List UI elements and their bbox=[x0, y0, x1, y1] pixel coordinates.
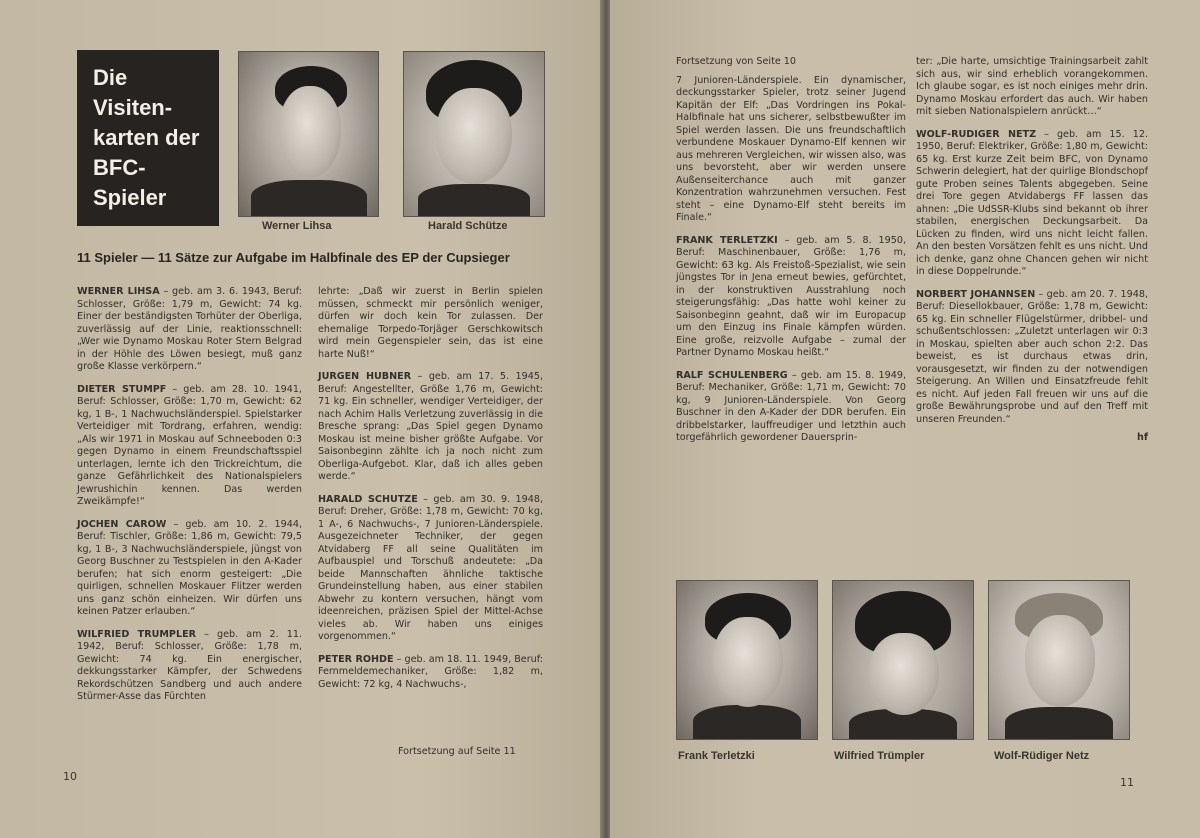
continuation-note: Fortsetzung auf Seite 11 bbox=[398, 746, 516, 757]
player-entry-hubner: JURGEN HUBNER – geb. am 17. 5. 1945, Beruf: Angestellter, Größe 1,76 m, Gewicht: 71 kg. Ein schneller, wendiger Verteidiger, der nach Achim Halls Verletzung zuverlässig in die Bresche sprang: „Das Spiel gegen Dynamo Moskau ist meine bisher größte Aufgabe. Vor Saisonbeginn zählte ich ja noch nicht zum Oberliga-Aufgebot. Klar, daß ich alles geben werde.“ bbox=[318, 371, 543, 482]
page-number-right: 11 bbox=[1120, 776, 1134, 789]
player-entry-netz: WOLF-RUDIGER NETZ – geb. am 15. 12. 1950, Beruf: Elektriker, Größe: 1,80 m, Gewicht: 65 kg. Erst kurze Zeit beim BFC, von Dynamo Schwerin delegiert, hat der quirlige Blondschopf gute Proben seines Talents abgegeben. Seine drei Tore gegen Atvidabergs FF lassen das ahnen: „Die UdSSR-Klubs sind bekannt ob ihrer stabilen, energischen Deckungsarbeit. Da Lücken zu finden, wird uns nicht leicht fallen. An den besten Vorsätzen fehlt es uns nicht. Und ich denke, ganz ohne Chancen gehen wir nicht in diese Doppelrunde.“ bbox=[916, 128, 1148, 277]
photo-wilfried-truempler bbox=[832, 580, 974, 740]
left-page-column-1 bbox=[77, 286, 302, 714]
right-page-column-1 bbox=[676, 56, 906, 455]
player-entry-lihsa: WERNER LIHSA – geb. am 3. 6. 1943, Beruf: Schlosser, Größe: 1,79 m, Gewicht: 74 kg. Einer der beständigsten Torhüter der Oberliga, zuverlässig auf der Linie, reaktionsschnell: „Wer wie Dynamo Moskau Roter Stern Belgrad in der Höhle des Löwen besiegt, muß ganz große Klasse verkörpern.“ bbox=[77, 286, 302, 372]
photo-caption-werner-lihsa: Werner Lihsa bbox=[262, 220, 332, 232]
title-line-1: Die Visiten- bbox=[93, 65, 173, 120]
right-page bbox=[610, 0, 1200, 838]
title-box bbox=[77, 50, 219, 226]
title-line-2: karten der bbox=[93, 125, 200, 150]
photo-caption-wolf-ruediger-netz: Wolf-Rüdiger Netz bbox=[994, 750, 1090, 762]
photo-frank-terletzki bbox=[676, 580, 818, 740]
photo-caption-wilfried-truempler: Wilfried Trümpler bbox=[834, 750, 925, 762]
right-page-column-2 bbox=[916, 56, 1148, 445]
player-entry-johannsen: NORBERT JOHANNSEN – geb. am 20. 7. 1948, Beruf: Diesellokbauer, Größe: 1,78 m, Gewicht: 65 kg. Ein schneller Flügelstürmer, dribbel- und schußentschlossen: „Zuletzt unterlagen wir 0:3 in Moskau, spielten aber auch schon 2:2. Das beweist, es ist durchaus etwas drin, vorausgesetzt, wir finden zu der notwendigen Steigerung. An Willen und Einsatzfreude fehlt es nicht. Auf jeden Fall freuen wir uns auf die große Bewährungsprobe und auf den Treff mit unseren Freunden.“ bbox=[916, 288, 1148, 425]
text-continuation-rohde: 7 Junioren-Länderspiele. Ein dynamischer, deckungsstarker Spieler, trotz seiner Jugend Kapitän der Elf: „Das Vordringen ins Pokal-Halbfinale hat uns sicherer, selbstbewußter im Spiel werden lassen. Die uns freundschaftlich verbundene Moskauer Dynamo-Elf kennen wir aus mehreren Vergleichen, wir wissen also, was uns bevorsteht, aber wir werden unsere Außenseiterchance auch mit ganzer Konzentration wahrzunehmen versuchen. Fest steht – eine Dynamo-Elf steht bereits im Finale.“ bbox=[676, 74, 906, 223]
photo-werner-lihsa bbox=[238, 51, 379, 217]
player-entry-carow: JOCHEN CAROW – geb. am 10. 2. 1944, Beruf: Tischler, Größe: 1,86 m, Gewicht: 79,5 kg, 1 B-, 3 Nachwuchsländerspiele, jüngst von Georg Buschner zu Testspielen in den A-Kader berufen; hat sich enorm gesteigert: „Die quirligen, schnellen Moskauer Flitzer werden uns ganz schön einheizen. Wir dürfen uns keinen Patzer erlauben.“ bbox=[77, 518, 303, 617]
text-continuation-schulenberg: ter: „Die harte, umsichtige Trainingsarbeit zahlt sich aus, wir sind erheblich vorangekommen. Ich glaube sogar, es ist noch einiges mehr drin. Dynamo Moskau erfordert das auch. Wir haben mit sieben Nationalspielern anrückt…“ bbox=[916, 56, 1148, 117]
photo-caption-frank-terletzki: Frank Terletzki bbox=[678, 750, 755, 762]
continued-from-note: Fortsetzung von Seite 10 bbox=[676, 56, 797, 67]
player-entry-terletzki: FRANK TERLETZKI – geb. am 5. 8. 1950, Beruf: Maschinenbauer, Größe: 1,76 m, Gewicht: 63 kg. Als Freistoß-Spezialist, wie sein jüngstes Tor in Jena erneut bewies, gefürchtet, in der konstruktiven Ausstrahlung noch steigerungsfähig: „Das hatte wohl keiner zu Saisonbeginn geahnt, daß wir im Europacup um den Einzug ins Finale kämpfen würden. Eine große, reizvolle Aufgabe – zumal der Partner Dynamo Moskau heißt.“ bbox=[676, 234, 906, 358]
text-continuation-trumpler: lehrte: „Daß wir zuerst in Berlin spielen müssen, schmeckt mir persönlich weniger, dürfen wir doch kein Tor zulassen. Der ehemalige Torpedo-Torjäger Gerschkowitsch wird mein Gegenspieler sein, das ist eine harte Nuß!“ bbox=[318, 286, 543, 360]
player-entry-rohde: PETER ROHDE – geb. am 18. 11. 1949, Beruf: Fernmeldemechaniker, Größe: 1,82 m, Gewicht: 72 kg, 4 Nachwuchs-, bbox=[318, 653, 543, 690]
player-entry-schulenberg: RALF SCHULENBERG – geb. am 15. 8. 1949, Beruf: Mechaniker, Größe: 1,71 m, Gewicht: 70 kg, 9 Junioren-Länderspiele. Von Georg Buschner in den A-Kader der DDR berufen. Ein dribbelstarker, lauffreudiger und letzthin auch torgefährlich gewordener Dauersprin- bbox=[676, 369, 906, 443]
player-entry-stumpf: DIETER STUMPF – geb. am 28. 10. 1941, Beruf: Schlosser, Größe: 1,70 m, Gewicht: 62 kg, 1 B-, 1 Nachwuchsländerspiel. Spielstarker Verteidiger mit Tordrang, erfahren, wendig: „Als wir 1971 in Moskau auf Schneeboden 0:3 gegen Dynamo in einem Freundschaftsspiel unterlagen, lernte ich den Trickreichtum, die ganze Gefährlichkeit des Nationalspielers Jewrushichin kennen. Das werden Zweikämpfe!“ bbox=[77, 383, 302, 507]
photo-wolf-ruediger-netz bbox=[988, 580, 1130, 740]
player-entry-schutze: HARALD SCHUTZE – geb. am 30. 9. 1948, Beruf: Dreher, Größe: 1,78 m, Gewicht: 70 kg, 1 A-, 6 Nachwuchs-, 7 Junioren-Länderspiele. Ausgezeichneter Techniker, der gegen Atvidaberg FF all seine Qualitäten im Aufbauspiel und Torschuß andeutete: „Da beide Mannschaften ähnliche taktische Grundeinstellung haben, aus einer stabilen Abwehr zu kontern versuchen, hängt vom ideenreichen, präzisen Spiel der Mittel-Achse vieles ab. Wir haben uns einiges vorgenommen.“ bbox=[318, 493, 544, 642]
headline: 11 Spieler — 11 Sätze zur Aufgabe im Halbfinale des EP der Cupsieger bbox=[77, 250, 510, 265]
photo-caption-harald-schuetze: Harald Schütze bbox=[428, 220, 508, 232]
title-text bbox=[93, 63, 203, 213]
left-page-column-2 bbox=[318, 286, 543, 701]
player-entry-trumpler: WILFRIED TRUMPLER – geb. am 2. 11. 1942, Beruf: Schlosser, Größe: 1,78 m, Gewicht: 74 kg. Ein energischer, dekkungsstarker Kämpfer, der Schwedens Rekordschützen Sandberg und auch andere Stürmer-Asse das Fürchten bbox=[77, 628, 302, 702]
photo-harald-schuetze bbox=[403, 51, 545, 217]
title-line-3: BFC-Spieler bbox=[93, 155, 167, 210]
author-signature: hf bbox=[1136, 432, 1148, 443]
page-number-left: 10 bbox=[63, 770, 77, 783]
